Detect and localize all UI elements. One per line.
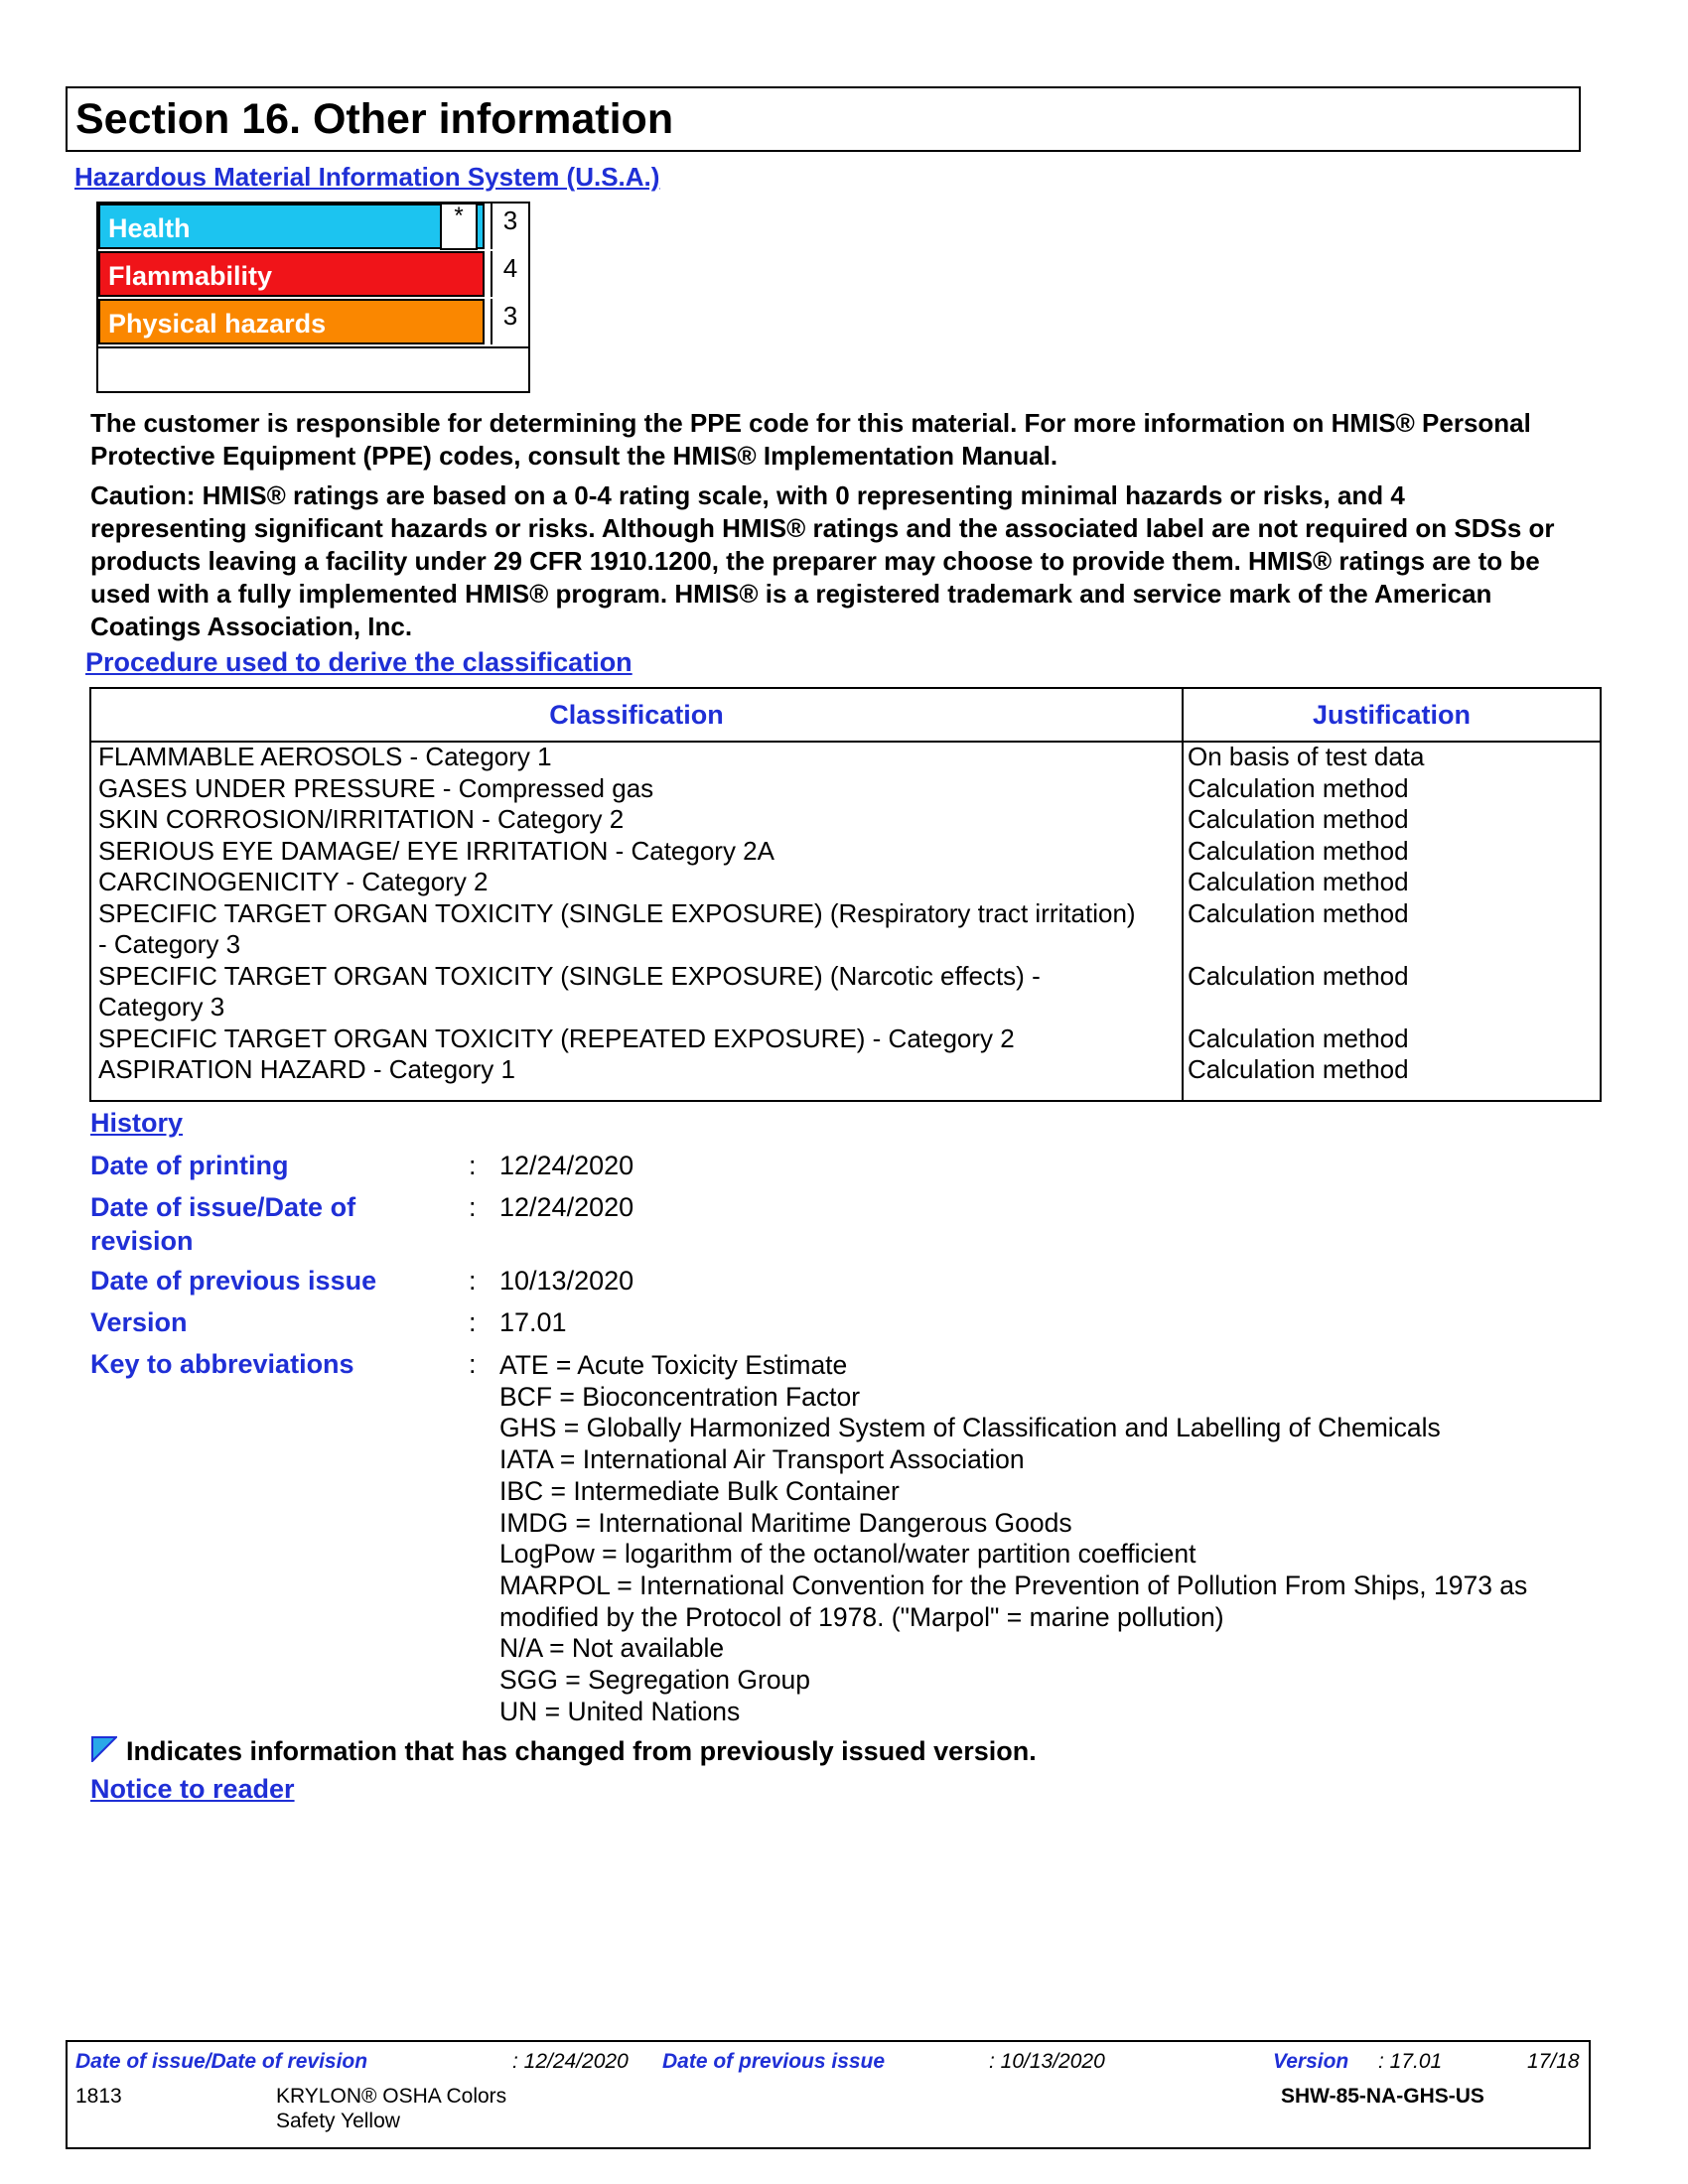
- footer-product-name: KRYLON® OSHA Colors: [276, 2085, 507, 2108]
- procedure-link[interactable]: Procedure used to derive the classification: [85, 647, 633, 677]
- footer-issue-value: : 12/24/2020: [512, 2050, 629, 2073]
- hmis-health-value: 3: [491, 204, 528, 249]
- colon: :: [469, 1349, 477, 1379]
- table-row: FLAMMABLE AEROSOLS - Category 1: [98, 742, 552, 771]
- list-item: ATE = Acute Toxicity Estimate: [499, 1350, 848, 1380]
- footer-previous-value: : 10/13/2020: [989, 2050, 1105, 2073]
- footer-previous-label: Date of previous issue: [662, 2050, 886, 2073]
- classification-header: Classification: [549, 700, 724, 730]
- table-cell-spacer: [1188, 992, 1595, 1024]
- table-cell: On basis of test data: [1188, 742, 1425, 771]
- table-cell: Calculation method: [1188, 867, 1409, 896]
- classification-table: [89, 687, 1602, 1102]
- hmis-label: [96, 202, 530, 393]
- date-of-previous-issue-value: 10/13/2020: [499, 1266, 634, 1296]
- table-cell: Calculation method: [1188, 772, 1409, 803]
- date-of-issue-value: 12/24/2020: [499, 1192, 634, 1222]
- changed-triangle-icon: [91, 1736, 117, 1762]
- table-cell: Calculation method: [1188, 804, 1409, 834]
- table-cell: Calculation method: [1188, 1023, 1409, 1053]
- hmis-ppe-box: [98, 346, 528, 348]
- footer-version-value: : 17.01: [1378, 2050, 1443, 2073]
- page-footer: [66, 2040, 1591, 2149]
- hmis-flammability-value: 4: [491, 251, 528, 297]
- table-row: SPECIFIC TARGET ORGAN TOXICITY (SINGLE EXPOSURE) (Narcotic effects) - Category 3: [98, 960, 1041, 1022]
- justification-header: Justification: [1312, 700, 1472, 730]
- hmis-link[interactable]: Hazardous Material Information System (U.S.A.): [74, 162, 660, 192]
- classification-column: [98, 742, 1151, 1086]
- hmis-physical-label: Physical hazards: [108, 309, 327, 339]
- abbreviations-list: [499, 1350, 1572, 1727]
- list-item: IMDG = International Maritime Dangerous Goods: [499, 1507, 1072, 1538]
- list-item: LogPow = logarithm of the octanol/water partition coefficient: [499, 1539, 1196, 1570]
- table-row: SPECIFIC TARGET ORGAN TOXICITY (REPEATED EXPOSURE) - Category 2: [98, 1023, 1015, 1053]
- notice-to-reader-link[interactable]: Notice to reader: [90, 1774, 295, 1804]
- footer-issue-label: Date of issue/Date of revision: [75, 2050, 368, 2073]
- date-of-issue-label: Date of issue/Date of revision: [90, 1192, 356, 1256]
- history-link[interactable]: History: [90, 1108, 184, 1138]
- hmis-health-label: Health: [108, 213, 191, 243]
- list-item: IBC = Intermediate Bulk Container: [499, 1475, 900, 1506]
- table-row: SKIN CORROSION/IRRITATION - Category 2: [98, 804, 625, 834]
- table-row: SERIOUS EYE DAMAGE/ EYE IRRITATION - Category 2A: [98, 835, 774, 866]
- version-label: Version: [90, 1307, 188, 1337]
- footer-version-label: Version: [1273, 2050, 1349, 2073]
- colon: :: [469, 1151, 477, 1180]
- table-column-divider: [1182, 689, 1184, 1100]
- table-row: SPECIFIC TARGET ORGAN TOXICITY (SINGLE EXPOSURE) (Respiratory tract irritation) - Category 3: [98, 897, 1136, 959]
- list-item: SGG = Segregation Group: [499, 1665, 811, 1696]
- list-item: BCF = Bioconcentration Factor: [499, 1381, 861, 1412]
- hmis-physical-value: 3: [491, 299, 528, 344]
- table-cell: Calculation method: [1188, 897, 1409, 928]
- list-item: N/A = Not available: [499, 1633, 725, 1664]
- hmis-health-row: [98, 204, 485, 249]
- list-item: IATA = International Air Transport Association: [499, 1444, 1025, 1475]
- table-cell: Calculation method: [1188, 1054, 1409, 1084]
- version-value: 17.01: [499, 1307, 567, 1337]
- justification-column: [1188, 742, 1595, 1086]
- key-to-abbreviations-label: Key to abbreviations: [90, 1349, 354, 1379]
- list-item: MARPOL = International Convention for the Prevention of Pollution From Ships, 1973 as modified by the Protocol of 1978. ("Marpol" = marine pollution): [499, 1570, 1528, 1632]
- date-of-previous-issue-label: Date of previous issue: [90, 1266, 377, 1296]
- table-row: ASPIRATION HAZARD - Category 1: [98, 1054, 515, 1084]
- footer-document-id: SHW-85-NA-GHS-US: [1281, 2085, 1484, 2108]
- list-item: GHS = Globally Harmonized System of Classification and Labelling of Chemicals: [499, 1413, 1441, 1443]
- table-cell: Calculation method: [1188, 960, 1409, 991]
- ppe-note: The customer is responsible for determining the PPE code for this material. For more information on HMIS® Personal Protective Equipment (PPE) codes, consult the HMIS® Implementation Manual.: [90, 408, 1531, 471]
- table-row: CARCINOGENICITY - Category 2: [98, 867, 489, 896]
- colon: :: [469, 1307, 477, 1337]
- section-title: Section 16. Other information: [75, 95, 674, 143]
- changed-indicator-text: Indicates information that has changed from previously issued version.: [126, 1736, 1037, 1766]
- list-item: UN = United Nations: [499, 1696, 741, 1726]
- hmis-chronic-marker: *: [440, 203, 478, 250]
- footer-product-code: 1813: [75, 2085, 122, 2108]
- hmis-flammability-row: [98, 251, 485, 297]
- colon: :: [469, 1192, 477, 1222]
- date-of-printing-value: 12/24/2020: [499, 1151, 634, 1180]
- table-cell-spacer: [1188, 929, 1595, 961]
- colon: :: [469, 1266, 477, 1296]
- hmis-physical-row: [98, 299, 485, 344]
- footer-page-number: 17/18: [1527, 2050, 1580, 2073]
- hmis-flammability-label: Flammability: [108, 261, 273, 291]
- table-cell: Calculation method: [1188, 835, 1409, 866]
- date-of-printing-label: Date of printing: [90, 1151, 289, 1180]
- hmis-caution: Caution: HMIS® ratings are based on a 0-4 rating scale, with 0 representing minimal hazards or risks, and 4 representing significant hazards or risks. Although HMIS® ratings and the associated label are not required on SDSs or products leaving a facility under 29 CFR 1910.1200, the preparer may choose to provide them. HMIS® ratings are to be used with a fully implemented HMIS® program. HMIS® is a registered trademark and service mark of the American Coatings Association, Inc.: [90, 480, 1555, 641]
- footer-product-color: Safety Yellow: [276, 2110, 400, 2132]
- table-row: GASES UNDER PRESSURE - Compressed gas: [98, 772, 654, 803]
